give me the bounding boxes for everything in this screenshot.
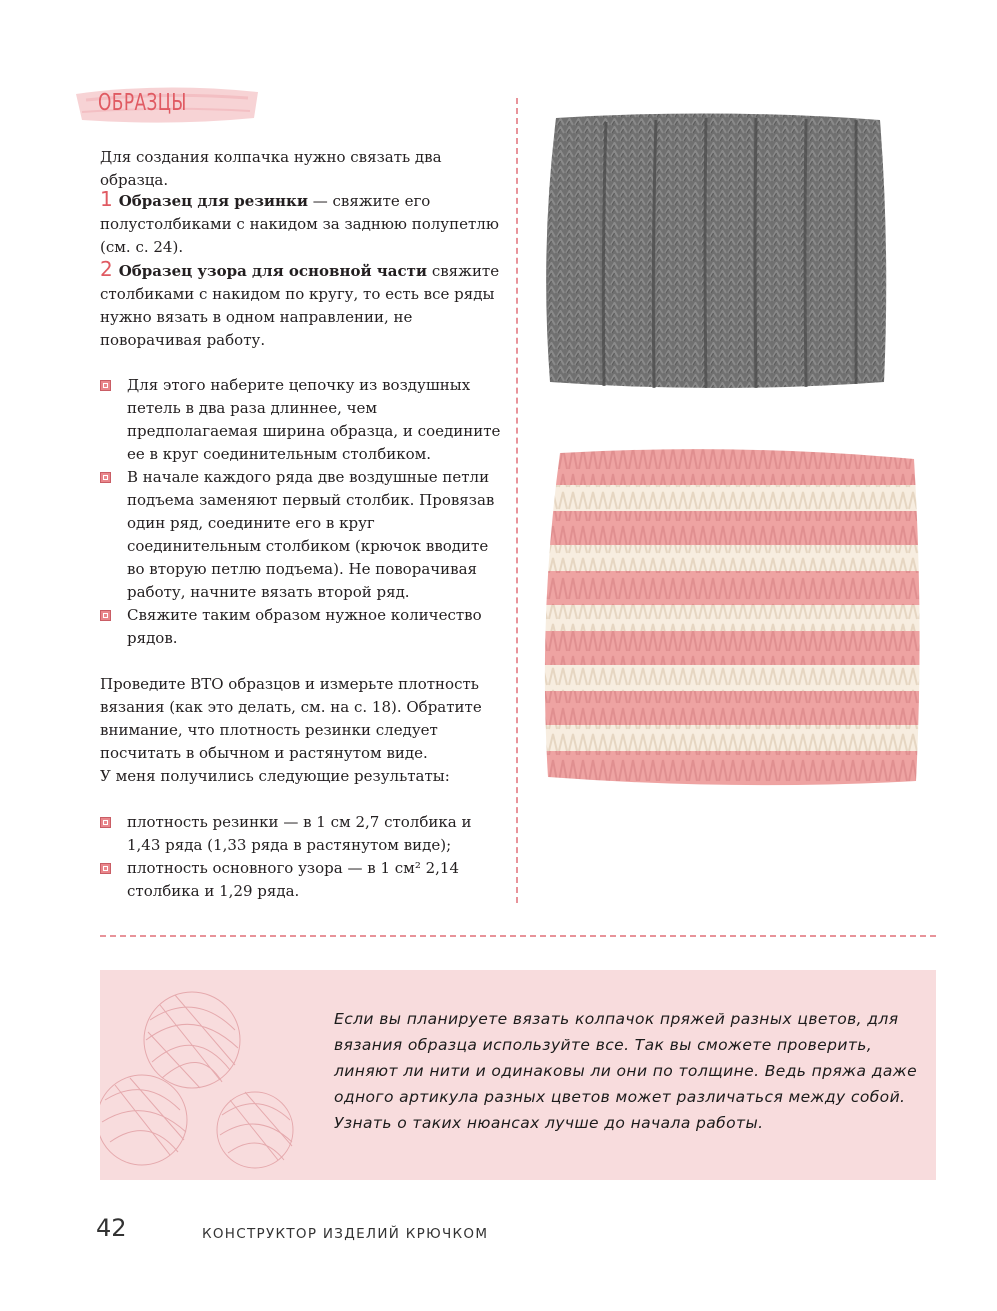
step-1-title: Образец для резинки — [118, 192, 308, 210]
step-2-number: 2 — [100, 257, 113, 281]
step-2 — [100, 258, 505, 352]
step-1 — [100, 188, 505, 259]
yarn-balls-illustration — [100, 970, 330, 1180]
running-footer-title: КОНСТРУКТОР ИЗДЕЛИЙ КРЮЧКОМ — [202, 1226, 489, 1242]
square-bullet-icon — [100, 610, 111, 621]
square-bullet-icon — [100, 380, 111, 391]
list-item: Свяжите таким образом нужное количество рядов. — [100, 604, 505, 650]
list-item: плотность резинки — в 1 см 2,7 столбика и 1,43 ряда (1,33 ряда в растянутом виде); — [100, 811, 505, 857]
square-bullet-icon — [100, 817, 111, 828]
section-title: ОБРАЗЦЫ — [98, 90, 187, 116]
list-item: плотность основного узора — в 1 см² 2,14 столбика и 1,29 ряда. — [100, 857, 505, 903]
step-1-text: — свяжите его полустолбиками с накидом за заднюю полупетлю (см. с. 24). — [100, 192, 499, 256]
square-bullet-icon — [100, 472, 111, 483]
intro-paragraph: Для создания колпачка нужно связать два образца. — [100, 148, 442, 189]
gauge-paragraph: Проведите ВТО образцов и измерьте плотность вязания (как это делать, см. на с. 18). Обратите внимание, что плотность резинки следует посчитать в обычном и растянутом виде. У меня получились следующие результаты: — [100, 675, 482, 785]
list-item: В начале каждого ряда две воздушные петли подъема заменяют первый столбик. Провязав один ряд, соедините его в круг соединительным столбиком (крючок вводите во вторую петлю подъема). Не поворачивая работу, начните вязать второй ряд. — [100, 466, 505, 604]
step-1-number: 1 — [100, 187, 113, 211]
instruction-list — [100, 374, 505, 650]
grey-ribbing-swatch-photo — [538, 110, 898, 395]
striped-pattern-swatch-photo — [538, 445, 928, 800]
step-2-text: свяжите столбиками с накидом по кругу, то есть все ряды нужно вязать в одном направлении, не поворачивая работу. — [100, 262, 500, 349]
section-heading — [72, 80, 262, 126]
square-bullet-icon — [100, 863, 111, 874]
page-number: 42 — [96, 1214, 127, 1242]
step-2-title: Образец узора для основной части — [118, 262, 428, 280]
tip-text: Если вы планируете вязать колпачок пряжей разных цветов, для вязания образца используйте все. Так вы сможете проверить, линяют ли нити и одинаковы ли они по толщине. Ведь пряжа даже одного артикула разных цветов может различаться между собой. Узнать о таких нюансах лучше до начала работы. — [334, 1010, 918, 1132]
tip-box — [100, 970, 936, 1180]
list-item: Для этого наберите цепочку из воздушных петель в два раза длиннее, чем предполагаемая ширина образца, и соедините ее в круг соединительным столбиком. — [100, 374, 505, 466]
results-list — [100, 811, 505, 903]
vertical-dashed-divider — [516, 98, 518, 903]
horizontal-dashed-divider — [100, 935, 936, 937]
results-intro: У меня получились следующие результаты: — [100, 767, 450, 785]
